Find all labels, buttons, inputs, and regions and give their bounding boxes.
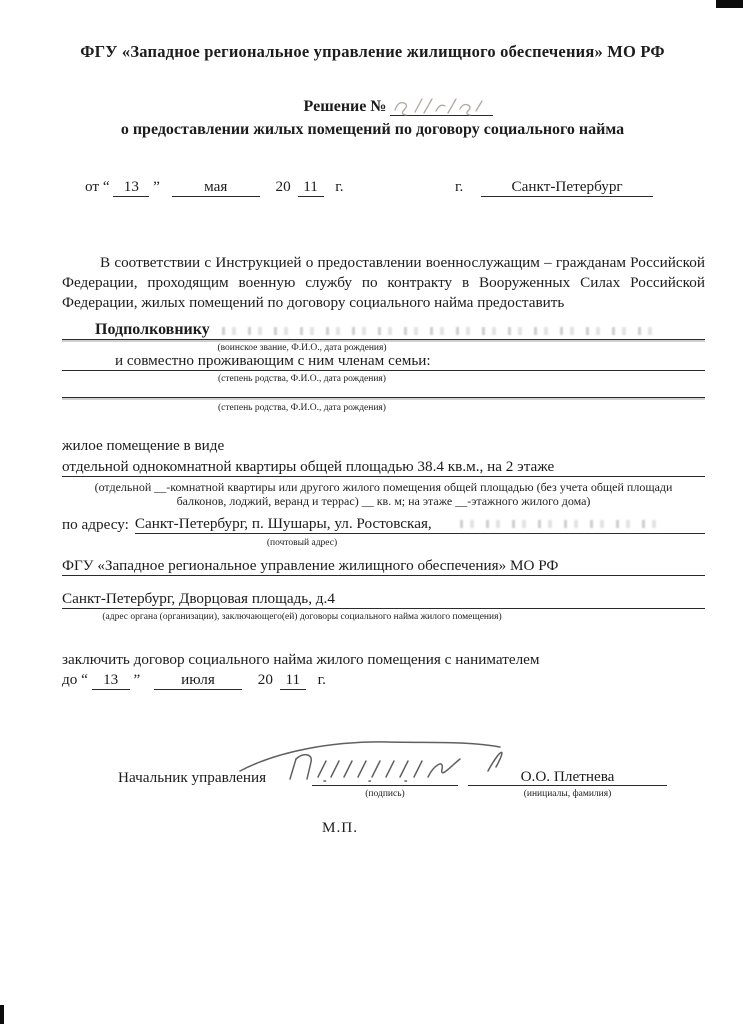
- contract-date-day: 13: [92, 671, 130, 690]
- redaction-smudge-address: [460, 520, 660, 528]
- address-row: [62, 514, 705, 534]
- scan-artifact-bottom-left: [0, 1005, 4, 1024]
- address-label: по адресу:: [62, 516, 129, 533]
- contract-date-year: 11: [280, 671, 306, 690]
- premises-description-row: [62, 455, 705, 477]
- city-value: Санкт-Петербург: [481, 178, 653, 197]
- address-caption: (почтовый адрес): [266, 538, 338, 548]
- grantee-caption: (воинское звание, Ф.И.О., дата рождения): [217, 343, 387, 353]
- decision-label: Решение №: [303, 98, 387, 115]
- landlord-caption: (адрес органа (организации), заключающего(ей) договоры социального найма жилого помещения): [102, 612, 502, 622]
- signature-caption: (подпись): [365, 789, 405, 799]
- grantee-rank: Подполковнику: [95, 321, 210, 338]
- family-caption-2: (степень родства, Ф.И.О., дата рождения): [218, 403, 386, 413]
- contract-date-close-quote: ”: [133, 671, 141, 688]
- redaction-smudge-grantee: [222, 327, 662, 335]
- scan-artifact-top-right: [716, 0, 743, 8]
- grantee-row: [62, 318, 705, 340]
- contract-date-row: [62, 671, 326, 690]
- contract-date-month: июля: [154, 671, 242, 690]
- signature-position-title: Начальник управления: [118, 769, 267, 786]
- premises-description: отдельной однокомнатной квартиры общей площадью 38.4 кв.м., на 2 этаже: [62, 458, 555, 475]
- seal-mark: М.П.: [322, 819, 359, 836]
- issue-date-year-prefix: 20: [275, 178, 291, 195]
- contract-date-year-prefix: 20: [257, 671, 273, 688]
- landlord-address-row: [62, 586, 705, 609]
- contract-date-prefix: до “: [62, 671, 88, 688]
- contract-intro: заключить договор социального найма жилого помещения с нанимателем: [62, 651, 540, 668]
- issue-city-group: [455, 178, 653, 197]
- decision-number-row: [26, 97, 745, 116]
- issue-date-month: мая: [172, 178, 260, 197]
- issue-date-prefix: от “: [85, 178, 110, 195]
- issue-date-row: [85, 178, 344, 197]
- signatory-name-line: [468, 785, 667, 786]
- city-label: г.: [455, 178, 464, 195]
- signatory-name-caption: (инициалы, фамилия): [523, 789, 612, 799]
- premises-caption-line-1: (отдельной __-комнатной квартиры или другого жилого помещения общей площадью (без учета общей площади: [94, 480, 673, 494]
- address-value: Санкт-Петербург, п. Шушары, ул. Ростовская,: [134, 515, 432, 532]
- family-intro-row: [62, 352, 705, 371]
- document-subtitle: о предоставлении жилых помещений по договору социального найма: [120, 121, 625, 138]
- decision-number-line: [390, 97, 493, 116]
- family-caption-1: (степень родства, Ф.И.О., дата рождения): [218, 374, 386, 384]
- landlord-organization-row: [62, 553, 705, 576]
- family-intro: и совместно проживающим с ним членам семьи:: [115, 352, 431, 369]
- issue-date-day: 13: [113, 178, 149, 197]
- family-member-blank-line: [62, 380, 705, 398]
- signature-line: [312, 785, 458, 786]
- contract-date-year-suffix: г.: [317, 671, 326, 688]
- landlord-organization: ФГУ «Западное региональное управление жилищного обеспечения» МО РФ: [62, 557, 559, 574]
- handwritten-number-scribble: [390, 94, 490, 118]
- signatory-name: О.О. Плетнева: [520, 768, 615, 785]
- premises-intro: жилое помещение в виде: [62, 437, 225, 454]
- body-paragraph: В соответствии с Инструкцией о предоставлении военнослужащим – гражданам Российской Федерации, проходящим военную службу по контракту в Вооруженных Силах Российской Федерации, жилых помещений по договору социального найма предоставить: [62, 254, 705, 312]
- document-header: ФГУ «Западное региональное управление жилищного обеспечения» МО РФ: [80, 42, 665, 61]
- address-value-line: [135, 515, 705, 534]
- issue-date-year-suffix: г.: [335, 178, 344, 195]
- landlord-address: Санкт-Петербург, Дворцовая площадь, д.4: [62, 590, 335, 607]
- issue-date-year: 11: [298, 178, 324, 197]
- issue-date-close-quote: ”: [153, 178, 160, 195]
- premises-caption-line-2: балконов, лоджий, веранд и террас) __ кв. м; на этаже __-этажного жилого дома): [176, 494, 591, 508]
